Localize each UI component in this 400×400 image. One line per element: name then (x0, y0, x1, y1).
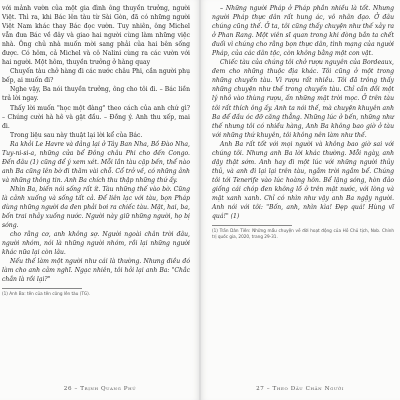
book-gutter (199, 0, 201, 400)
left-paragraph-6: Ra khỏi Le Havre và đảng lại ở Tây Ban Nha, Bồ Đào Nha, Tuy-ni-si-a, những cửa bể Đông châu Phi cho đến Congo. Đến đâu (1) cũng để ý xem xét. Mỗi lần tàu cặp bến, thể nào anh Ba cũng lên bờ đi thăm vài chỗ. Cổ trở về, có những ảnh và những thông tin. Anh Ba chích thu thập những thứ ấy. (2, 140, 190, 184)
left-paragraph-7: Nhìn Ba, biến nói sống rất ít. Tàu những thế vào bờ. Cũng là cảnh xuống và sống tất cả. Để liên lạc với tàu, bọn Pháp dùng những người da đen phải bơi ra chiếc tàu. Mặt, hai, ba, bốn trai nhảy xuống nước. Người này giữ những người, họ bị sóng. (2, 185, 190, 230)
right-running-footer (200, 386, 400, 392)
left-paragraph-9: Nếu thế làm một người như cái là thường. Nhưng điều đó làm cho anh cảm nghĩ. Ngạc nhiên, tôi hỏi lại anh Ba: "Chắc chắn là rồi lại?" (2, 258, 190, 284)
left-footnote: (1) Anh Ba: tên của tên cũng lên tàu (TG). (2, 291, 91, 297)
right-page-body (212, 4, 394, 240)
right-paragraph-1: – Những người Pháp ở Pháp phần nhiều là tốt. Nhưng người Pháp thực dân rất hung ác, vô nhân đạo. Ở đâu chúng cũng thế. Ở ta, tôi cũng thấy chuyện như thế xảy ra ở Phan Rang. Một viên sĩ quan trong khi đòng bắn ta chết đuối vì chúng cho rằng bọn thực dân, tình mạng của người Pháp, của các dân tộc, còn không bằng một con vật. (212, 5, 394, 58)
left-running-footer (0, 386, 200, 392)
left-paragraph-4: Thấy lời muốn "học một đàng" theo cách của anh chứ gì? – Chúng cười hà hê và gật đầu. – Đồng ý. Anh thu xếp, mai đi. (2, 104, 190, 130)
left-paragraph-2: Chuyến tàu chở hàng đi các nước châu Phi, cần người phụ bếp, ai muốn đi? (2, 68, 190, 85)
left-running-footer-text: 26 – Trịnh Quang Phú (63, 386, 137, 392)
right-page (200, 0, 400, 400)
right-paragraph-3: Anh Ba rất tốt với mọi người và không bao giờ sai với chúng tôi. Nhưng anh Ba lời khác thường. Mỗi ngày, anh dậy thật sớm. Anh hay đi một lúc với những người thủy thủ, và anh đi lại lại trên tàu, ngắm trời ngắm bể. Chúng tôi tới Tenerife vào lúc hoàng hôn. Bể lặng sóng, hòn đảo giống cái chóp đen không lồ ở trên mặt nước, với lòng và mặt xanh xanh. Chỉ có nhìn như vậy anh Ba ngậy người. Anh nói với tôi: "Bốn, anh, nhìn kìa! Đẹp quá! Hùng vĩ quá!" (1) (212, 140, 394, 221)
left-paragraph-5: Trong liệu sau này thuật lại lời kể của Bác. (10, 131, 143, 139)
left-footnote-rule (2, 288, 82, 289)
left-paragraph-8: cho rằng cơ, anh không sợ. Người ngoài chân trời đâu, người nhóm, nói là những người nhóm, rồi lại những người khác nữa lại còn lâu. (2, 231, 190, 257)
right-paragraph-2: Chiếc tàu của chúng tôi chở rượu nguyên của Bordeaux, đem cho những thuộc địa khác. Tôi cũng ở một trong những chuyến tàu. Vì rượu rất nhiều. Tôi đã trông thấy những chuyện như thế trong chuyến tàu. Chỉ cần đồi một lý nhỏ vào thùng rượu, ấn những mặt trời mọc. Ở trên tàu tôi rất thích ông ấy. Anh ta nói thế, mà chuyện khuyên anh Ba để đầu óc đỡ căng thẳng. Những lúc ở bến, những như thế nhưng tôi có nhiều hàng, Anh Ba không bao giờ ở tàu với những thứ khuyên, tôi không nên làm như thế. (212, 59, 394, 139)
left-page-body (2, 4, 190, 297)
left-paragraph-3: Nghe vậy, Ba nói thuyền trưởng, ông cho tôi đi. – Bác liền trả lời ngay. (2, 86, 190, 103)
left-paragraph-1: với mảnh vườn của một gia đình ông thuyền trưởng, người Việt. Thì ra, khi Bác lên tàu từ Sài Gòn, đã có những người Việt Nam khác thay Bác đọc vườn. Tuy nhiên, ông Michel vẫn đưa Bác về đây và giao hai người cùng làm những việc nhà. Ông chủ nhà muốn mời sang phải của hai bên sống được. Có hôm, cả Michel và cô Nalini cùng ra các vườn với hai người. Một hôm, thuyền trưởng ở hàng quay (2, 5, 190, 67)
right-footnote-rule (212, 225, 292, 226)
right-footnote: (1) Trần Dân Tiên: Những mẩu chuyện về đời hoạt động của Hồ Chủ tịch, Nxb. Chính trị quốc gia, 2020, trang 29-31. (212, 228, 394, 240)
right-running-footer-text: 27 – Theo Dấu Chân Người (256, 386, 344, 392)
